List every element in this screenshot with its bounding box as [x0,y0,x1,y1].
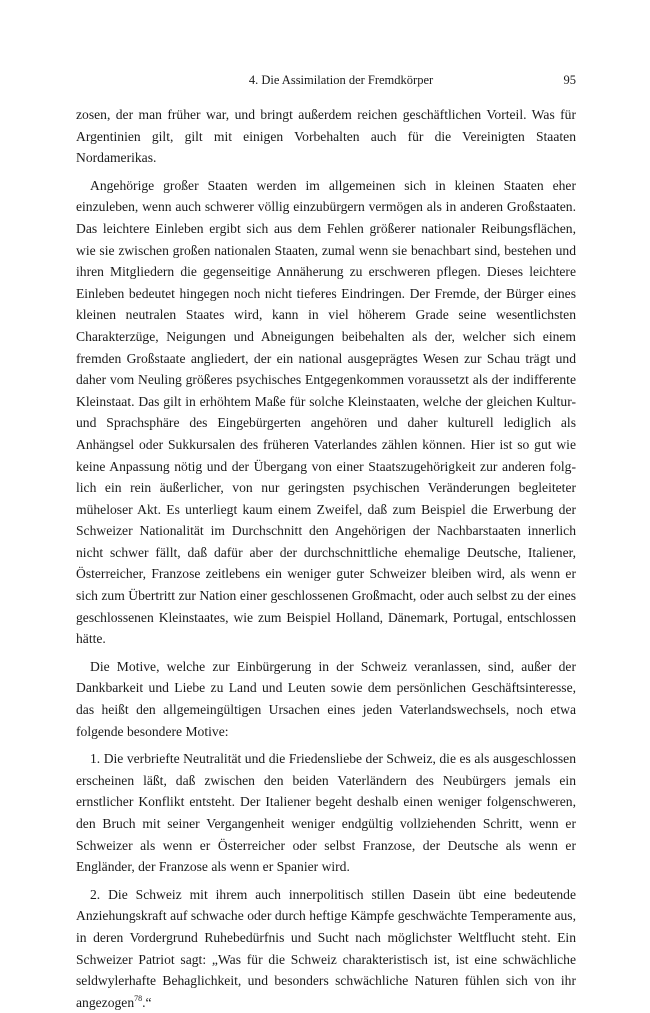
paragraph-motive-2 [76,884,576,1013]
paragraph-continuation: zosen, der man früher war, und bringt außerdem reichen geschäftlichen Vorteil. Was für Argentinien gilt, gilt mit einigen Vorbehalten auch für die Vereinigten Staaten Nordamerikas. [76,107,576,166]
body-text [76,104,576,1013]
running-title: 4. Die Assimilation der Fremdkörper [248,73,434,87]
paragraph-motives: Die Motive, welche zur Einbürgerung in der Schweiz veranlassen, sind, außer der Dankbarkeit und Liebe zu Land und Leuten sowie dem persönlichen Geschäftsinteresse, das heißt den allgemeingültigen Ursachen eines jeden Vaterlandswechsels, noch etwa folgende besondere Motive: [76,658,576,739]
running-header [76,70,576,90]
footnote-reference[interactable]: 78 [134,993,143,1003]
page-number: 95 [563,73,576,87]
closing-quote: .“ [142,994,152,1010]
motive-2-text: 2. Die Schweiz mit ihrem auch innerpolitisch stillen Dasein übt eine bedeutende Anziehungskraft auf schwache oder durch heftige Kämpfe geschwächte Temperamente aus, in deren Vordergrund Ruhebedürfnis und Sucht nach möglichster Weltflucht steht. Ein Schweizer Patriot sagt: „Was für die Schweiz charakteristisch ist, ist eine schwächliche seldwylerhafte Behaglichkeit, und besonders schwächliche Naturen fühlen sich von ihr angezogen [76,886,576,1010]
paragraph-motive-1: 1. Die verbriefte Neutralität und die Friedensliebe der Schweiz, die es als ausgeschlossen erscheinen läßt, daß zwischen den beiden Vaterländern des Neubürgers jemals ein ernstlicher Konflikt entsteht. Der Italiener begeht deshalb einen weniger folgenschweren, den Bruch mit seiner Vergangenheit weniger endgültig vollziehenden Schritt, wenn er Schweizer als wenn er Österreicher oder selbst Franzose, der Deutsche als wenn er Engländer, der Franzose als wenn er Spanier wird. [76,751,576,875]
book-page [76,70,576,1013]
paragraph-large-states: Angehörige großer Staaten werden im allgemeinen sich in kleinen Staaten eher einzuleben, wenn auch schwerer völlig einzubürgern vermögen als in anderen Großstaaten. Das leichtere Einleben ergibt sich aus dem Fehlen größerer nationaler Reibungsflächen, wie sie zwischen großen nationalen Staaten, zumal wenn sie benachbart sind, bestehen und ihren Mitgliedern die gegenseitige Annäherung zu erschweren pflegen. Dieses leichtere Einleben bedeutet hingegen noch nicht tieferes Eindringen. Der Fremde, der Bürger eines kleinen neutralen Staates wird, kann in viel höherem Grade seine wesentlichsten Charakterzüge, Neigungen und Abneigungen beibehalten als der, welcher sich einem fremden Großstaate angliedert, der ein national ausgeprägtes Wesen zur Schau trägt und daher vom Neuling größeres psychisches Entgegenkommen voraussetzt als der indifferente Kleinstaat. Das gilt in erhöhtem Maße für solche Kleinstaaten, welche der gleichen Kultur- und Sprachsphäre des Eingebürgerten angehören und daher kulturell lediglich als Anhängsel oder Sukkursalen des früheren Vaterlandes zählen können. Hier ist so gut wie keine Anpassung nötig und der Übergang von einer Staatszugehörigkeit zur anderen folglich ein rein äußerlicher, von nur geringsten psychischen Veränderungen begleiteter müheloser Akt. Es unterliegt kaum einem Zweifel, daß zum Beispiel die Erwerbung der Schweizer Nationalität im Durchschnitt den Angehörigen der Nachbarstaaten innerlich nicht schwer fällt, daß dafür aber der durchschnittliche ehemalige Deutsche, Italiener, Österreicher, Franzose zeitlebens ein weniger guter Schweizer bleiben wird, als wenn er sich zum Übertritt zur Nation einer geschlossenen Großmacht, oder auch selbst zu der eines geschlossenen Kleinstaates, wie zum Beispiel Holland, Dänemark, Portugal, entschlossen hätte. [76,177,576,647]
